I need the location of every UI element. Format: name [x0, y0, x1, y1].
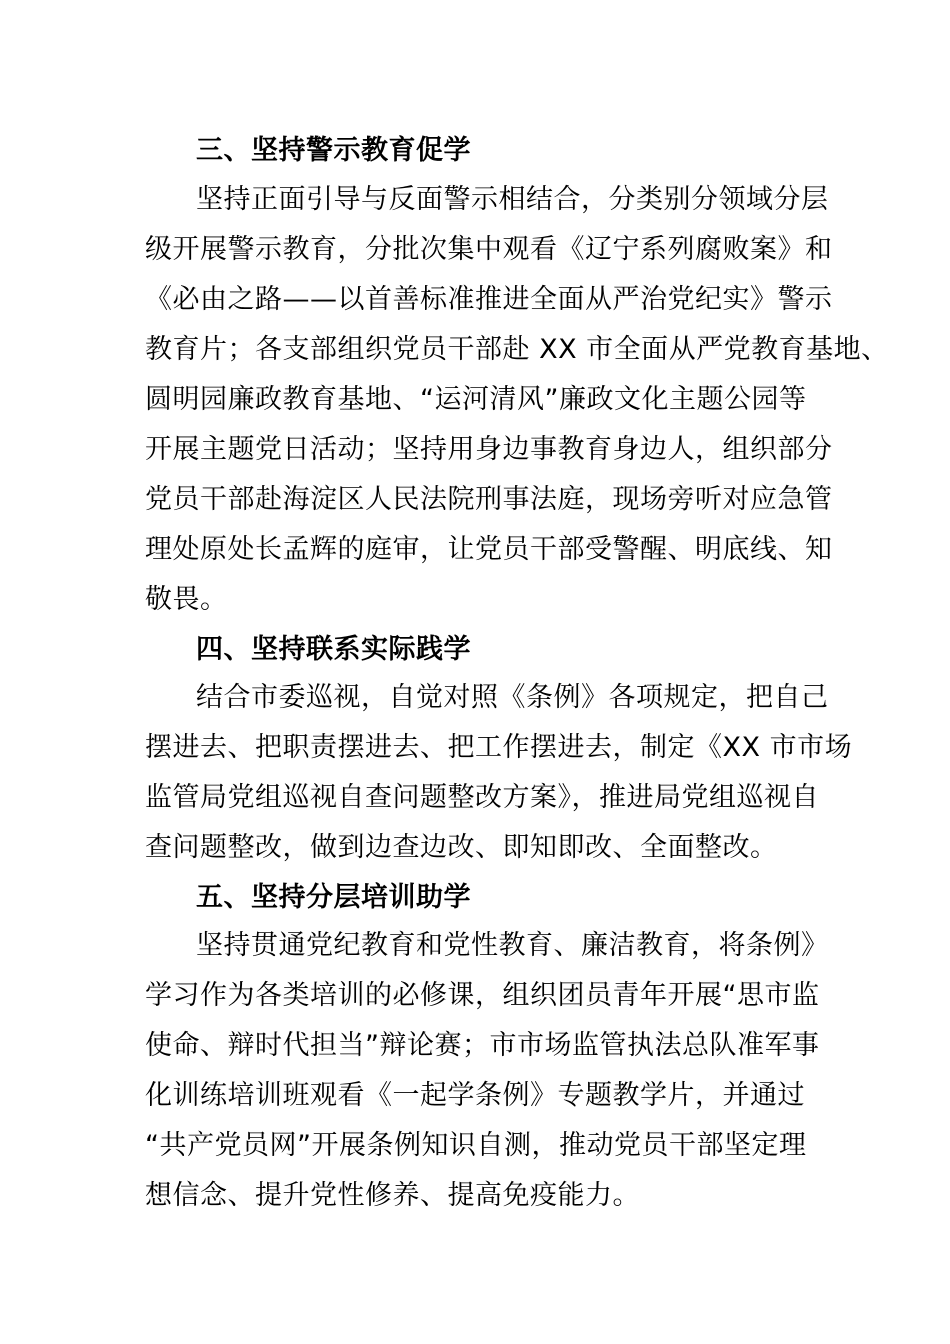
paragraph-line: 学习作为各类培训的必修课，组织团员青年开展“思市监	[145, 980, 820, 1011]
paragraph-line: 坚持正面引导与反面警示相结合，分类别分领域分层	[196, 184, 829, 215]
section-heading-5: 五、坚持分层培训助学	[196, 882, 471, 913]
section-heading-3: 三、坚持警示教育促学	[196, 135, 471, 166]
paragraph-line: 理处原处长孟辉的庭审，让党员干部受警醒、明底线、知	[145, 534, 833, 565]
paragraph-line: 党员干部赴海淀区人民法院刑事法庭，现场旁听对应急管	[145, 484, 833, 515]
paragraph-line: 教育片；各支部组织党员干部赴 XX 市全面从严党教育基地、	[145, 334, 889, 365]
paragraph-line: 《必由之路——以首善标准推进全面从严治党纪实》警示	[145, 284, 833, 315]
paragraph-line: 圆明园廉政教育基地、“运河清风”廉政文化主题公园等	[145, 384, 807, 415]
section-heading-4: 四、坚持联系实际践学	[196, 634, 471, 665]
paragraph-line: 使命、辩时代担当”辩论赛；市市场监管执法总队准军事	[145, 1030, 820, 1061]
paragraph-line: 级开展警示教育，分批次集中观看《辽宁系列腐败案》和	[145, 234, 833, 265]
paragraph-line: 想信念、提升党性修养、提高免疫能力。	[145, 1180, 640, 1211]
paragraph-line: 查问题整改，做到边查边改、即知即改、全面整改。	[145, 832, 778, 863]
paragraph-line: 开展主题党日活动；坚持用身边事教育身边人，组织部分	[145, 434, 833, 465]
paragraph-line: 化训练培训班观看《一起学条例》专题教学片，并通过	[145, 1080, 805, 1111]
paragraph-line: 摆进去、把职责摆进去、把工作摆进去，制定《XX 市市场	[145, 732, 853, 763]
paragraph-line: 坚持贯通党纪教育和党性教育、廉洁教育，将条例》	[196, 930, 829, 961]
paragraph-line: 监管局党组巡视自查问题整改方案》，推进局党组巡视自	[145, 782, 819, 813]
paragraph-line: “共产党员网”开展条例知识自测，推动党员干部坚定理	[145, 1130, 807, 1161]
paragraph-line: 结合市委巡视，自觉对照《条例》各项规定，把自己	[196, 682, 829, 713]
paragraph-line: 敬畏。	[145, 584, 228, 615]
